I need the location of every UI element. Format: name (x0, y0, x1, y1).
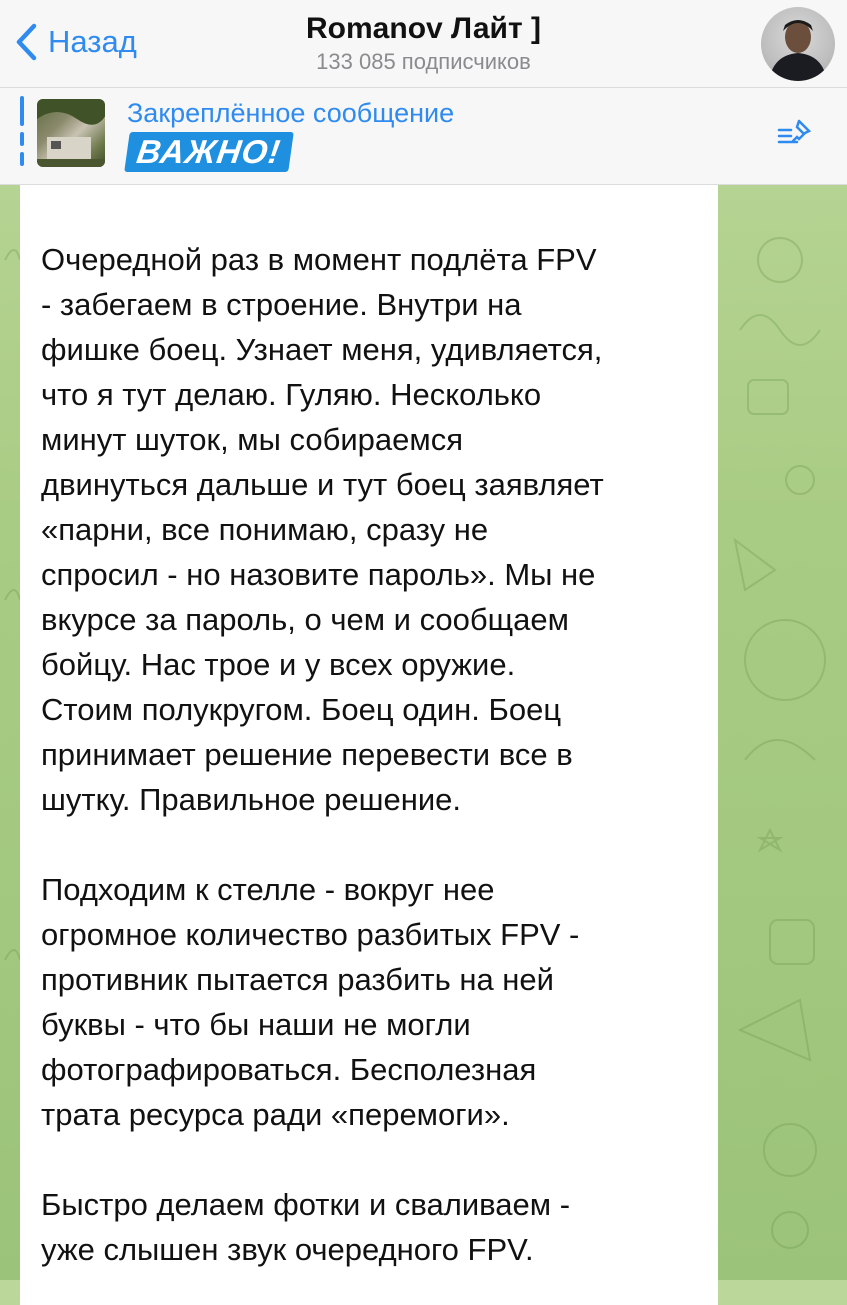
pinned-list-icon[interactable] (777, 118, 817, 153)
pinned-message-bar[interactable] (0, 88, 847, 185)
channel-title: Romanov Лайт ] (306, 12, 541, 45)
pinned-indicator (20, 96, 24, 174)
chat-header (0, 0, 847, 88)
chevron-left-icon (14, 22, 38, 62)
message-text (41, 237, 698, 1272)
pinned-badge: ВАЖНО! (124, 132, 293, 172)
channel-info[interactable] (200, 10, 647, 76)
message-paragraph: Быстро делаем фотки и сваливаем - уже слышен звук очередного FPV. (41, 1187, 571, 1267)
subscriber-count: 133 085 подписчиков (316, 49, 531, 74)
message-bubble[interactable] (20, 185, 718, 1305)
avatar-photo (761, 7, 835, 81)
channel-avatar[interactable] (761, 7, 835, 81)
pinned-thumbnail (37, 99, 105, 167)
pinned-label: Закреплённое сообщение (127, 98, 455, 128)
back-label: Назад (48, 24, 137, 59)
back-button[interactable] (14, 22, 137, 62)
message-paragraph: Подходим к стелле - вокруг нее огромное количество разбитых FPV - противник пытается разбить на ней буквы - что бы наши не могли фотографироваться. Бесполезная трата ресурса ради «перемоги». (41, 872, 580, 1132)
message-paragraph: Очередной раз в момент подлёта FPV - забегаем в строение. Внутри на фишке боец. Узнает меня, удивляется, что я тут делаю. Гуляю. Несколько минут шуток, мы собираемся двинуться дальше и тут боец заявляет «парни, все понимаю, сразу не спросил - но назовите пароль». Мы не вкурсе за пароль, о чем и сообщаем бойцу. Нас трое и у всех оружие. Стоим полукругом. Боец один. Боец принимает решение перевести все в шутку. Правильное решение. (41, 242, 604, 817)
